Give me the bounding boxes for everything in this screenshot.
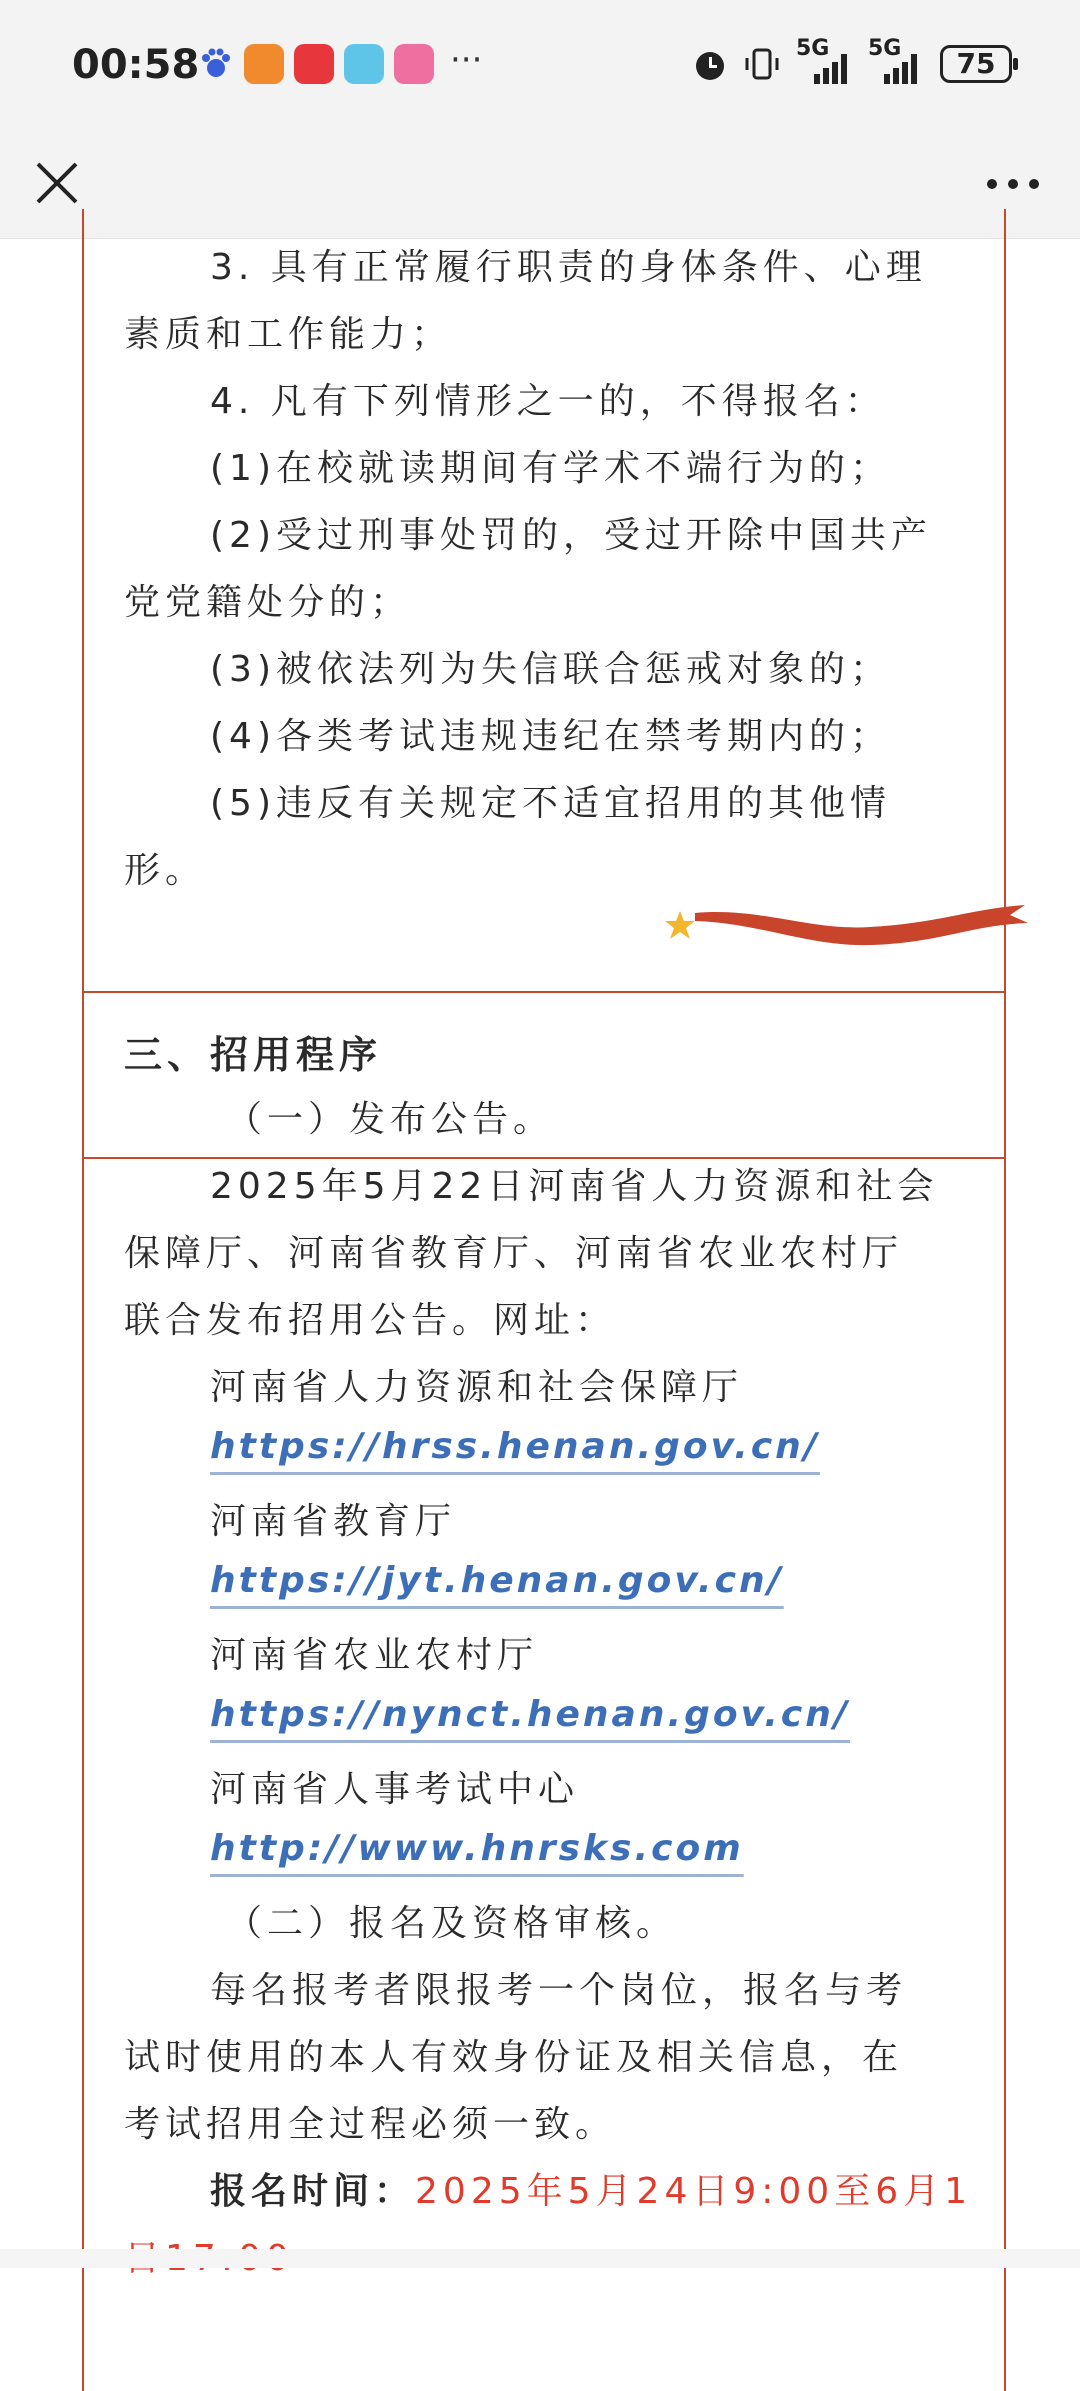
battery-indicator: 75 bbox=[940, 45, 1012, 83]
requirement-line: 党党籍处分的； bbox=[124, 582, 412, 623]
signal-icon-1 bbox=[806, 50, 856, 90]
bottom-gesture-bar bbox=[0, 2249, 1080, 2268]
subsection-title: （二）报名及资格审核。 bbox=[226, 1903, 678, 1944]
site-name: 河南省农业农村厅 bbox=[210, 1635, 539, 1676]
more-notifications-icon: ··· bbox=[450, 40, 483, 80]
paragraph-line: 每名报考者限报考一个岗位，报名与考 bbox=[210, 1970, 908, 2011]
site-name: 河南省教育厅 bbox=[210, 1501, 457, 1542]
registration-time-value: 2025年5月24日9:00至6月1 bbox=[415, 2171, 972, 2212]
requirement-line: (1)在校就读期间有学术不端行为的； bbox=[210, 448, 891, 489]
requirement-line: (3)被依法列为失信联合惩戒对象的； bbox=[210, 649, 891, 690]
signal-5g-label-2: 5G bbox=[868, 36, 902, 61]
requirement-line: (4)各类考试违规违纪在禁考期内的； bbox=[210, 716, 891, 757]
signal-icon-2 bbox=[876, 50, 926, 90]
requirement-line: 素质和工作能力； bbox=[124, 314, 453, 355]
status-bar bbox=[0, 0, 1080, 130]
vibrate-icon bbox=[742, 44, 782, 88]
jyt-link[interactable]: https://jyt.henan.gov.cn/ bbox=[210, 1560, 784, 1601]
requirement-line: 形。 bbox=[124, 850, 207, 891]
requirement-line: (2)受过刑事处罚的，受过开除中国共产 bbox=[210, 515, 932, 556]
book-app-icon bbox=[344, 44, 384, 84]
star-ribbon-decoration bbox=[640, 887, 1040, 957]
registration-time-line bbox=[210, 2163, 972, 2214]
more-horizontal-icon bbox=[980, 154, 1050, 214]
baidu-app-icon bbox=[196, 44, 236, 84]
status-time: 00:58 bbox=[72, 42, 200, 88]
subsection-title: （一）发布公告。 bbox=[226, 1099, 555, 1140]
hrss-link[interactable]: https://hrss.henan.gov.cn/ bbox=[210, 1426, 820, 1467]
paragraph-line: 试时使用的本人有效身份证及相关信息，在 bbox=[124, 2037, 904, 2078]
site-name: 河南省人事考试中心 bbox=[210, 1769, 580, 1810]
paragraph-line: 考试招用全过程必须一致。 bbox=[124, 2104, 617, 2145]
bilibili-app-icon bbox=[394, 44, 434, 84]
paragraph-line: 保障厅、河南省教育厅、河南省农业农村厅 bbox=[124, 1233, 904, 1274]
nynct-link[interactable]: https://nynct.henan.gov.cn/ bbox=[210, 1694, 850, 1735]
procedure-heading: 三、招用程序 bbox=[124, 1033, 383, 1077]
alarm-icon bbox=[690, 44, 730, 88]
close-icon bbox=[30, 154, 90, 214]
more-options-button[interactable] bbox=[980, 154, 1050, 214]
site-name: 河南省人力资源和社会保障厅 bbox=[210, 1367, 744, 1408]
paragraph-line: 联合发布招用公告。网址： bbox=[124, 1300, 617, 1341]
registration-time-label: 报名时间： bbox=[210, 2171, 416, 2212]
reading-app-icon bbox=[294, 44, 334, 84]
signal-5g-label-1: 5G bbox=[796, 36, 830, 61]
requirement-line: 3. 具有正常履行职责的身体条件、心理 bbox=[210, 247, 927, 288]
requirement-line: (5)违反有关规定不适宜招用的其他情 bbox=[210, 783, 891, 824]
article-content[interactable] bbox=[0, 239, 1080, 2249]
close-button[interactable] bbox=[30, 154, 90, 214]
wallet-app-icon bbox=[244, 44, 284, 84]
hnrsks-link[interactable]: http://www.hnrsks.com bbox=[210, 1828, 744, 1869]
paragraph-line: 2025年5月22日河南省人力资源和社会 bbox=[210, 1166, 939, 1207]
requirement-line: 4. 凡有下列情形之一的，不得报名： bbox=[210, 381, 886, 422]
